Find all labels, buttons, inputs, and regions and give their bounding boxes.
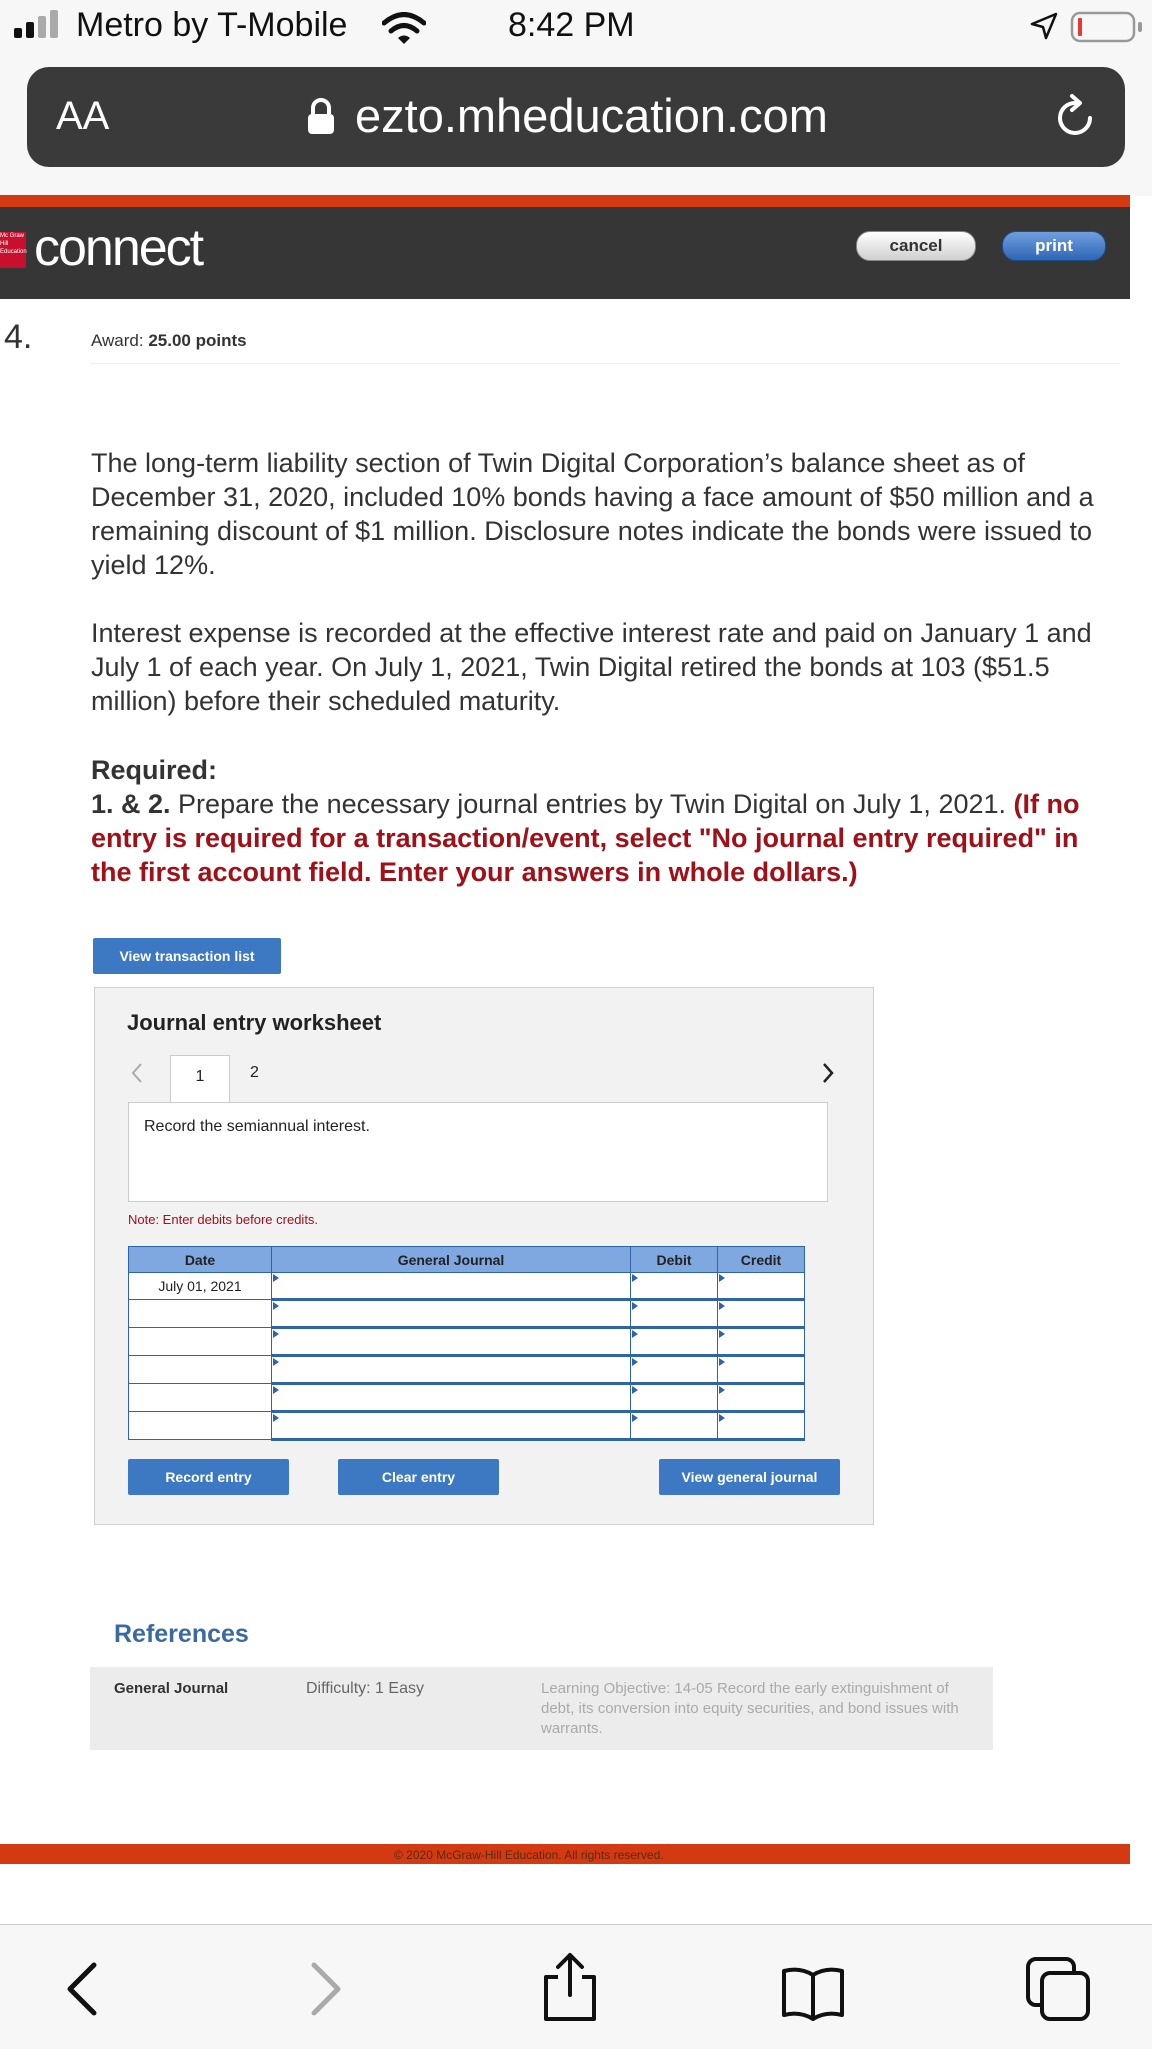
status-bar bbox=[0, 0, 1152, 56]
date-cell: July 01, 2021 bbox=[129, 1273, 272, 1300]
award-value: 25.00 points bbox=[148, 331, 247, 350]
debit-input[interactable] bbox=[631, 1273, 718, 1300]
divider bbox=[90, 363, 1120, 364]
required-number: 1. & 2. bbox=[91, 789, 171, 819]
required-note: (If no entry is required for a transaction/event, select "No journal entry required" in the first account field. Enter your answers in whole dollars.) bbox=[91, 789, 1080, 887]
print-button[interactable]: print bbox=[1002, 231, 1106, 261]
chevron-right-icon[interactable] bbox=[820, 1062, 836, 1084]
view-transaction-list-button[interactable]: View transaction list bbox=[93, 938, 281, 974]
reference-type: General Journal bbox=[114, 1680, 229, 1697]
tab-2[interactable]: 2 bbox=[250, 1064, 259, 1081]
debit-input[interactable] bbox=[631, 1356, 718, 1384]
book-icon[interactable] bbox=[780, 1965, 846, 2021]
clear-entry-button[interactable]: Clear entry bbox=[338, 1459, 499, 1495]
connect-logo: connect bbox=[34, 219, 203, 277]
column-date: Date bbox=[129, 1247, 272, 1273]
account-input[interactable] bbox=[272, 1356, 631, 1384]
text-size-button[interactable]: AA bbox=[56, 94, 110, 138]
journal-row bbox=[129, 1384, 805, 1412]
view-general-journal-button[interactable]: View general journal bbox=[659, 1459, 840, 1495]
credit-input[interactable] bbox=[718, 1356, 805, 1384]
transaction-description-box bbox=[128, 1102, 828, 1202]
credit-input[interactable] bbox=[718, 1384, 805, 1412]
required-instructions bbox=[91, 787, 1121, 889]
header-accent-bar bbox=[0, 195, 1130, 207]
debit-input[interactable] bbox=[631, 1328, 718, 1356]
credit-input[interactable] bbox=[718, 1328, 805, 1356]
journal-header-row bbox=[129, 1247, 805, 1273]
forward-icon[interactable] bbox=[306, 1961, 346, 2017]
journal-row bbox=[129, 1412, 805, 1440]
debit-input[interactable] bbox=[631, 1412, 718, 1440]
debit-input[interactable] bbox=[631, 1300, 718, 1328]
reference-difficulty: Difficulty: 1 Easy bbox=[306, 1680, 424, 1697]
award-line bbox=[91, 331, 247, 351]
credit-input[interactable] bbox=[718, 1273, 805, 1300]
signal-icon bbox=[14, 0, 64, 56]
date-cell bbox=[129, 1412, 272, 1440]
url-text[interactable]: ezto.mheducation.com bbox=[355, 89, 828, 142]
browser-toolbar bbox=[0, 1924, 1152, 2049]
credit-input[interactable] bbox=[718, 1300, 805, 1328]
account-input[interactable] bbox=[272, 1300, 631, 1328]
question-number: 4. bbox=[4, 318, 33, 356]
clock: 8:42 PM bbox=[508, 6, 635, 44]
date-cell bbox=[129, 1328, 272, 1356]
wifi-icon bbox=[382, 12, 426, 46]
column-general-journal: General Journal bbox=[272, 1247, 631, 1273]
account-input[interactable] bbox=[272, 1273, 631, 1300]
account-input[interactable] bbox=[272, 1384, 631, 1412]
award-label: Award: bbox=[91, 331, 144, 350]
debit-input[interactable] bbox=[631, 1384, 718, 1412]
account-input[interactable] bbox=[272, 1328, 631, 1356]
transaction-description: Record the semiannual interest. bbox=[144, 1118, 370, 1135]
required-text: Prepare the necessary journal entries by Twin Digital on July 1, 2021. bbox=[170, 789, 1014, 819]
reload-icon[interactable] bbox=[1054, 92, 1098, 140]
date-cell bbox=[129, 1300, 272, 1328]
journal-row bbox=[129, 1328, 805, 1356]
reference-objective: Learning Objective: 14-05 Record the early extinguishment of debt, its conversion into equity securities, and bond issues with warrants. bbox=[541, 1680, 959, 1737]
question-paragraph-2: Interest expense is recorded at the effective interest rate and paid on January 1 and July 1 of each year. On July 1, 2021, Twin Digital retired the bonds at 103 ($51.5 million) before their scheduled maturity. bbox=[91, 618, 1092, 716]
tab-1[interactable]: 1 bbox=[170, 1055, 230, 1103]
publisher-logo: Mc Graw Hill Education bbox=[0, 232, 26, 268]
journal-table bbox=[128, 1246, 805, 1441]
tabs-icon[interactable] bbox=[1024, 1955, 1092, 2023]
location-arrow-icon bbox=[1030, 12, 1058, 40]
lock-icon bbox=[306, 98, 336, 136]
column-credit: Credit bbox=[718, 1247, 805, 1273]
account-input[interactable] bbox=[272, 1412, 631, 1440]
share-icon[interactable] bbox=[540, 1951, 600, 2023]
worksheet-note: Note: Enter debits before credits. bbox=[128, 1212, 319, 1227]
references-title: References bbox=[114, 1620, 249, 1648]
cancel-button[interactable]: cancel bbox=[856, 231, 976, 261]
copyright: © 2020 McGraw-Hill Education. All rights reserved. bbox=[394, 1848, 664, 1862]
required-section bbox=[91, 753, 1121, 889]
required-label: Required: bbox=[91, 755, 218, 785]
chevron-left-icon[interactable] bbox=[129, 1062, 145, 1084]
back-icon[interactable] bbox=[62, 1961, 102, 2017]
battery-icon bbox=[1070, 10, 1144, 44]
journal-row bbox=[129, 1356, 805, 1384]
journal-row bbox=[129, 1273, 805, 1300]
question-paragraph-1: The long-term liability section of Twin Digital Corporation’s balance sheet as of December 31, 2020, included 10% bonds having a face amount of $50 million and a remaining discount of $1 million. Disclosure notes indicate the bonds were issued to yield 12%. bbox=[91, 448, 1094, 580]
date-cell bbox=[129, 1356, 272, 1384]
journal-row bbox=[129, 1300, 805, 1328]
date-cell bbox=[129, 1384, 272, 1412]
worksheet-title: Journal entry worksheet bbox=[127, 1010, 382, 1035]
carrier-name: Metro by T-Mobile bbox=[76, 6, 348, 44]
record-entry-button[interactable]: Record entry bbox=[128, 1459, 289, 1495]
credit-input[interactable] bbox=[718, 1412, 805, 1440]
column-debit: Debit bbox=[631, 1247, 718, 1273]
